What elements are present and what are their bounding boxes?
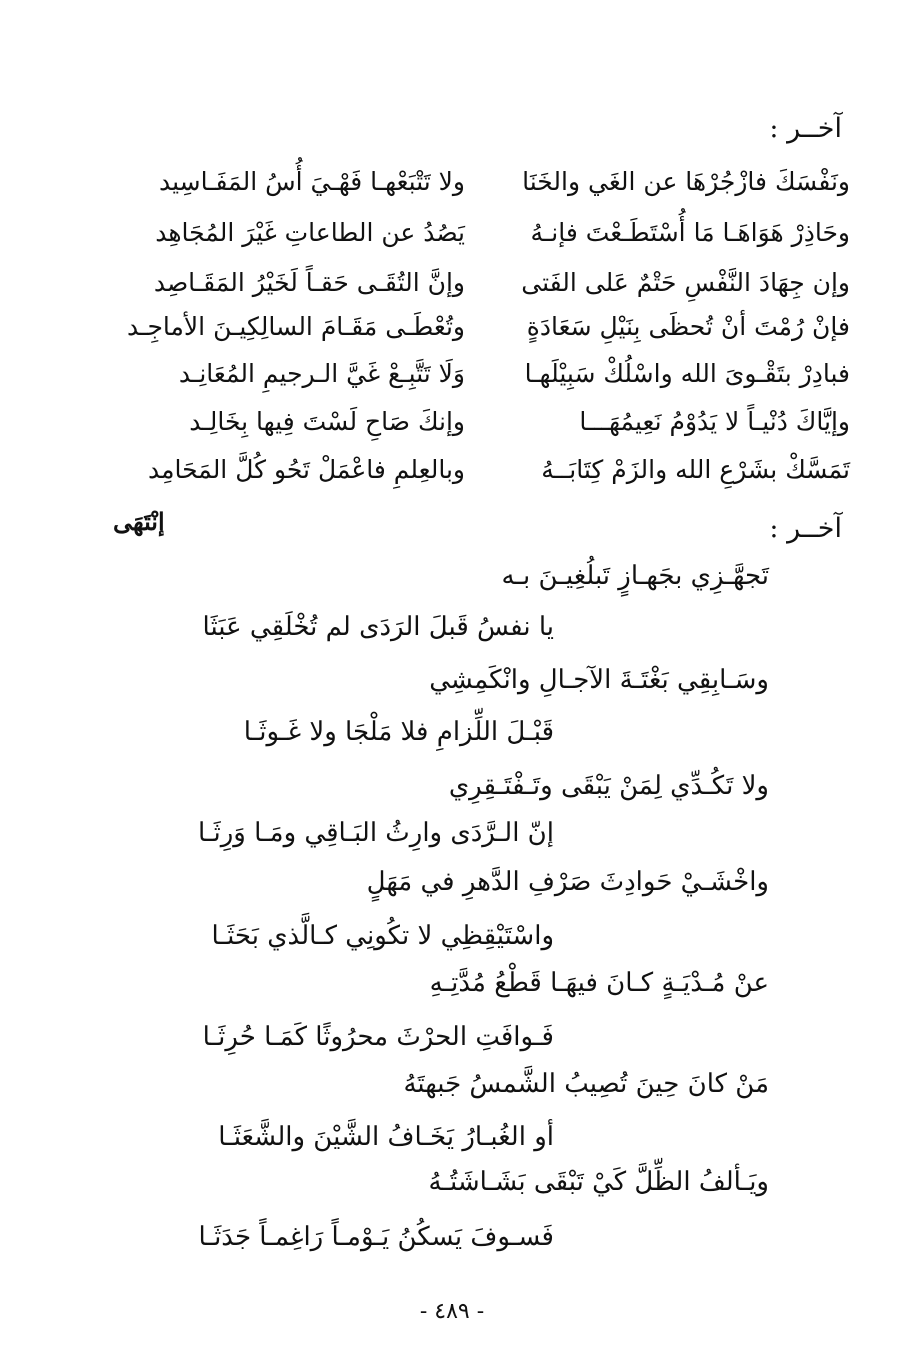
verse-second-hemistich: يَصُدُ عن الطاعاتِ غَيْرَ المُجَاهِد	[155, 218, 465, 247]
poem-line: واسْتَيْقِظِي لا تكُونِي كـالَّذي بَحَثَـا	[211, 921, 554, 951]
verse-first-hemistich: ونَفْسَكَ فازْجُرْهَا عن الغَي والخَنَا	[522, 167, 850, 196]
end-note: إنْتَهَى	[113, 507, 165, 536]
poem-line: واخْشَـيْ حَوادِثَ صَرْفِ الدَّهرِ في مَهَلٍ	[366, 867, 769, 897]
verse-second-hemistich: وَلَا تَتَّبِـعْ غَيَّ الـرجيمِ المُعَانِـد	[178, 359, 465, 388]
verse-second-hemistich: وبالعِلمِ فاعْمَلْ تَحُو كُلَّ المَحَامِد	[147, 455, 465, 484]
poem-line: عنْ مُـدْيَـةٍ كـانَ فيهَـا قَطْعُ مُدَّتِـهِ	[429, 968, 769, 998]
poem-line: يا نفسُ قَبلَ الرَدَى لم تُخْلَقِي عَبَثَا	[202, 612, 554, 642]
poem-line: فَـوافَتِ الحرْثَ محرُوثًا كَمَـا حُرِثَـا	[202, 1022, 554, 1052]
verse-first-hemistich: فإنْ رُمْتَ أنْ تُحظَى بِنَيْلِ سَعَادَةٍ	[526, 312, 850, 341]
verse-first-hemistich: تَمَسَّكْ بشَرْعِ الله والزَمْ كِتَابَــهُ	[541, 455, 850, 484]
verse-first-hemistich: وإن جِهَادَ النَّفْسِ حَتْمٌ عَلى الفَتى	[521, 268, 850, 297]
verse-row	[110, 448, 850, 498]
verse-second-hemistich: وإنَّ التُقَـى حَقـاً لَخَيْرُ المَقَـاصِد	[153, 268, 465, 297]
section2-heading: آخــر :	[769, 513, 842, 544]
verse-first-hemistich: فبادِرْ بتَقْـوىَ الله واسْلُكْ سَبِيْلَهـا	[524, 359, 850, 388]
poem-line: فَسـوفَ يَسكُنُ يَـوْمـاً رَاغِمـاً جَدَثَـا	[198, 1222, 554, 1252]
verse-second-hemistich: وتُعْطَـى مَقَـامَ السالِكِيـنَ الأماجِـد	[127, 312, 465, 341]
page-number: - ٤٨٩ -	[419, 1299, 485, 1324]
poem-line: ولا تَكُـدِّي لِمَنْ يَبْقَى وتَـفْتَـقِرِي	[448, 771, 769, 801]
verse-row	[110, 211, 850, 261]
verse-row	[110, 352, 850, 402]
poem-line: أو الغُبـارُ يَخَـافُ الشَّيْنَ والشَّعَثَـا	[218, 1122, 554, 1152]
verse-row	[110, 261, 850, 311]
verse-row	[110, 400, 850, 450]
poem-line: وسَـابِقِي بَغْتَـةَ الآجـالِ وانْكَمِشِي	[429, 665, 769, 695]
poem-line: قَبْـلَ اللِّزامِ فلا مَلْجَا ولا غَـوثَـا	[243, 717, 554, 747]
poem-line: تَجهَّـزِي بجَهـازٍ تَبلُغِيـنَ بـه	[501, 561, 769, 591]
poem-line: ويَـألفُ الظِّلَّ كَيْ تَبْقَى بَشَـاشَتُـهُ	[428, 1167, 769, 1197]
poem-line: إنّ الـرَّدَى وارِثُ البَـاقِي ومَـا وَرِثَـا	[197, 818, 554, 848]
poem-line: مَنْ كانَ حِينَ تُصِيبُ الشَّمسُ جَبهتَهُ	[403, 1069, 769, 1099]
section1-heading: آخــر :	[769, 113, 842, 144]
verse-second-hemistich: وإنكَ صَاحِ لَسْتَ فِيها بِخَالِـد	[189, 407, 465, 436]
verse-row	[110, 305, 850, 355]
verse-second-hemistich: ولا تَتْبَعْهـا فَهْـيَ أُسُ المَفَـاسِيد	[158, 167, 465, 196]
verse-first-hemistich: وإيَّاكَ دُنْيـاً لا يَدُوْمُ نَعِيمُهَـــا	[579, 407, 850, 436]
verse-row	[110, 160, 850, 210]
verse-first-hemistich: وحَاذِرْ هَوَاهَـا مَا أُسْتَطَـعْتَ فإنـهُ	[530, 218, 850, 247]
